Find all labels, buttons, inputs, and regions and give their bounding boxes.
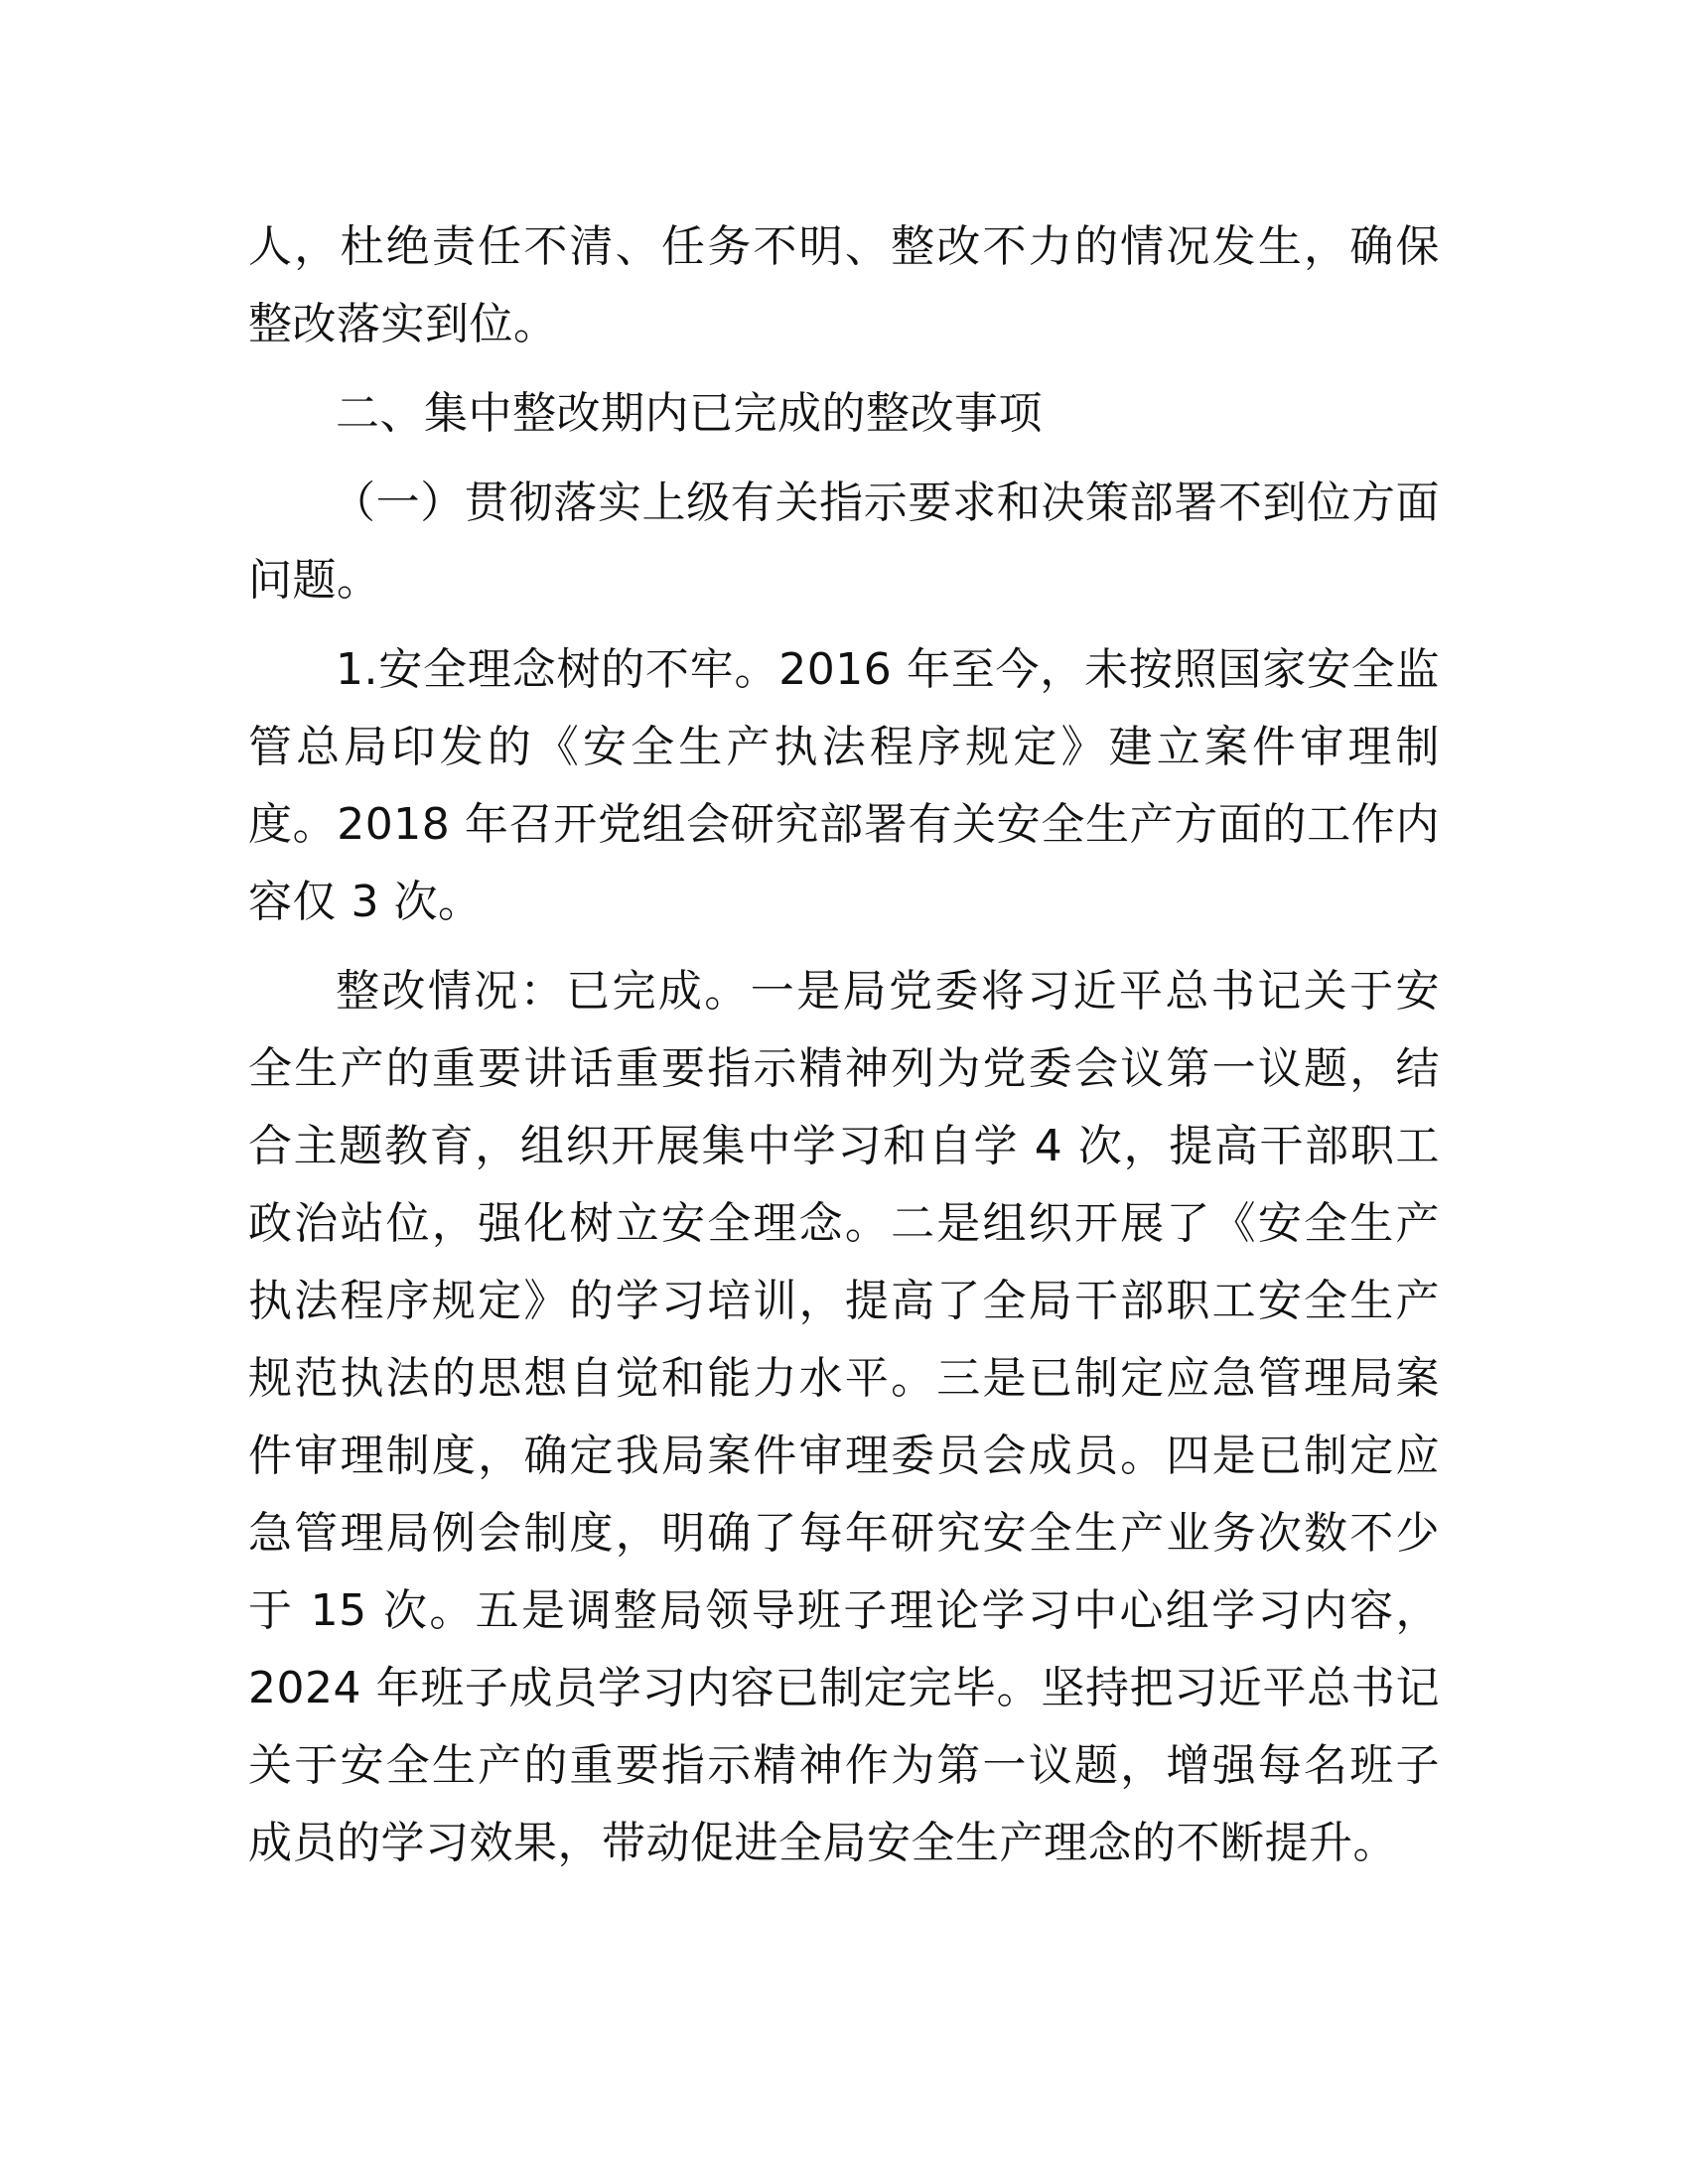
section-heading: 二、集中整改期内已完成的整改事项 — [336, 388, 1043, 439]
rectification-status: 整改情况：已完成。一是局党委将习近平总书记关于安全生产的重要讲话重要指示精神列为党委会议第一议题，结合主题教育，组织开展集中学习和自学 4 次，提高干部职工政治站位，强化树立安全理念。二是组织开展了《安全生产执法程序规定》的学习培训，提高了全局干部职工安全生产规范执法的思想自觉和能力水平。三是已制定应急管理局案件审理制度，确定我局案件审理委员会成员。四是已制定应急管理局例会制度，明确了每年研究安全生产业务次数不少于 15 次。五是调整局领导班子理论学习中心组学习内容，2024 年班子成员学习内容已制定完毕。坚持把习近平总书记关于安全生产的重要指示精神作为第一议题，增强每名班子成员的学习效果，带动促进全局安全生产理念的不断提升。 — [248, 966, 1440, 1868]
paragraph-continuation: 人，杜绝责任不清、任务不明、整改不力的情况发生，确保整改落实到位。 — [248, 221, 1440, 349]
issue-item-1: 1.安全理念树的不牢。2016 年至今，未按照国家安全监管总局印发的《安全生产执法程序规定》建立案件审理制度。2018 年召开党组会研究部署有关安全生产方面的工作内容仅 3 次。 — [248, 644, 1440, 927]
subsection-heading: （一）贯彻落实上级有关指示要求和决策部署不到位方面问题。 — [248, 478, 1440, 606]
document-body — [248, 208, 1440, 1894]
